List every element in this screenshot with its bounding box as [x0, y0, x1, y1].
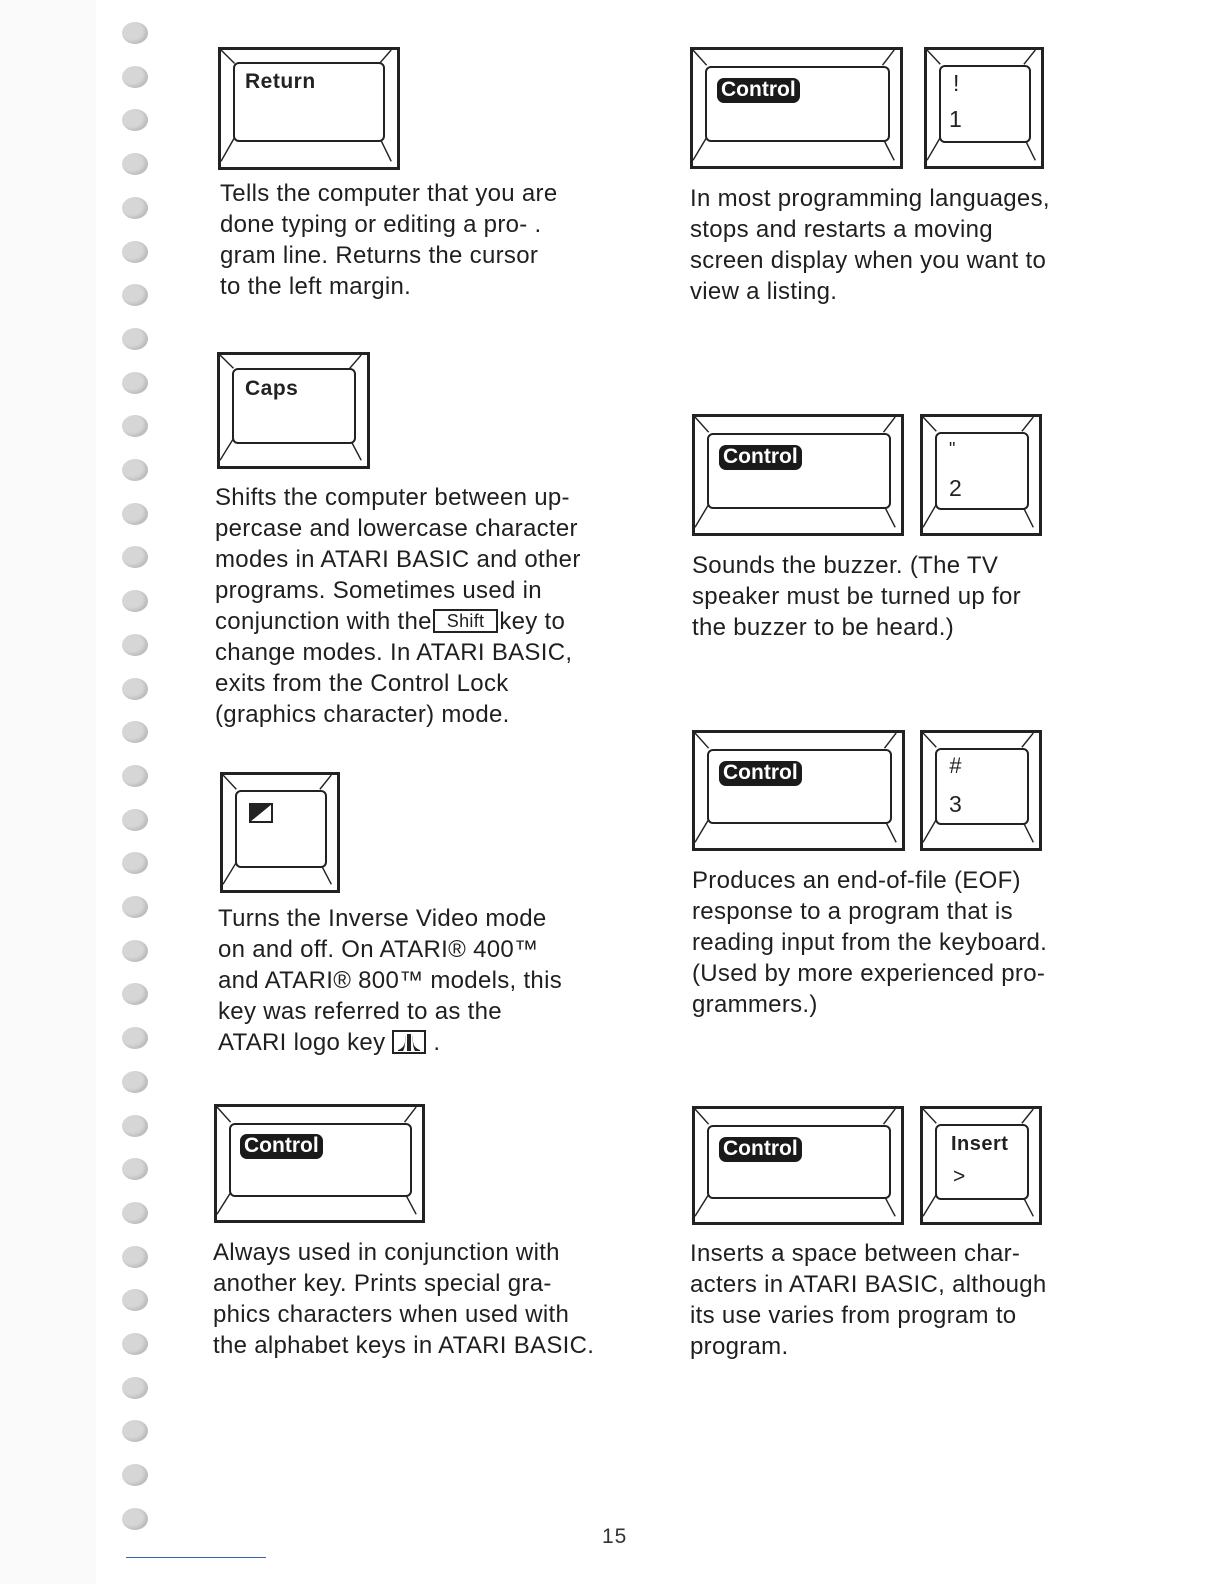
desc-line: screen display when you want to — [690, 247, 1047, 274]
desc-line: response to a program that is — [692, 898, 1013, 925]
desc-line: acters in ATARI BASIC, although — [690, 1271, 1047, 1298]
key-2-glyph: 2 — [949, 475, 962, 501]
key-1 — [924, 47, 1044, 169]
desc-text: conjunction with the — [215, 608, 432, 635]
binding-hole — [122, 1508, 148, 1530]
desc-line — [215, 606, 581, 637]
binding-hole — [122, 546, 148, 568]
binding-hole — [122, 197, 148, 219]
caps-description — [215, 482, 581, 730]
desc-line: programs. Sometimes used in — [215, 577, 542, 604]
desc-line: Inserts a space between char- — [690, 1240, 1021, 1267]
desc-line: (graphics character) mode. — [215, 701, 510, 728]
desc-line: Sounds the buzzer. (The TV — [692, 552, 999, 579]
binding-hole — [122, 634, 148, 656]
binding-hole — [122, 983, 148, 1005]
binding-hole — [122, 1464, 148, 1486]
desc-line: stops and restarts a moving — [690, 216, 993, 243]
key-face — [235, 790, 327, 868]
control-key-label: Control — [719, 1137, 802, 1162]
desc-line: Always used in conjunction with — [213, 1239, 560, 1266]
footer-rule — [126, 1557, 266, 1558]
desc-line: change modes. In ATARI BASIC, — [215, 639, 573, 666]
desc-line: Turns the Inverse Video mode — [218, 905, 547, 932]
binding-hole — [122, 22, 148, 44]
binding-hole — [122, 372, 148, 394]
control-description — [213, 1237, 594, 1361]
binding-hole — [122, 1027, 148, 1049]
desc-line: view a listing. — [690, 278, 838, 305]
binding-hole — [122, 459, 148, 481]
ctrl1-description — [690, 183, 1050, 307]
insert-key-label: Insert — [951, 1133, 1009, 1155]
binding-hole — [122, 896, 148, 918]
desc-line: exits from the Control Lock — [215, 670, 509, 697]
binding-hole — [122, 721, 148, 743]
insert-description — [690, 1238, 1047, 1362]
binding-hole — [122, 1202, 148, 1224]
desc-line: grammers.) — [692, 991, 818, 1018]
inverse-video-key — [220, 772, 340, 893]
binding-hole — [122, 328, 148, 350]
desc-line: key was referred to as the — [218, 998, 502, 1025]
desc-line: done typing or editing a pro- . — [220, 211, 542, 238]
inverse-video-icon — [249, 803, 273, 823]
control-key-label: Control — [719, 761, 802, 786]
binding-hole — [122, 590, 148, 612]
page-number: 15 — [602, 1525, 628, 1548]
key-1-glyph: 1 — [949, 106, 962, 132]
binding-hole — [122, 109, 148, 131]
desc-text: . — [433, 1029, 441, 1056]
control-key-label: Control — [719, 445, 802, 470]
binding-hole — [122, 940, 148, 962]
desc-line: Produces an end-of-file (EOF) — [692, 867, 1021, 894]
binding-hole — [122, 1246, 148, 1268]
desc-line: reading input from the keyboard. — [692, 929, 1048, 956]
desc-text: ATARI logo key — [218, 1029, 386, 1056]
control-key — [692, 1106, 904, 1225]
desc-line: the alphabet keys in ATARI BASIC. — [213, 1332, 595, 1359]
control-key-label: Control — [717, 78, 800, 103]
binding-hole — [122, 1158, 148, 1180]
desc-line: gram line. Returns the cursor — [220, 242, 539, 269]
return-key — [218, 47, 400, 170]
key-3 — [920, 730, 1042, 851]
desc-line: modes in ATARI BASIC and other — [215, 546, 581, 573]
control-key — [692, 730, 905, 851]
desc-line: its use varies from program to — [690, 1302, 1017, 1329]
desc-line: percase and lowercase character — [215, 515, 578, 542]
control-key — [214, 1104, 425, 1223]
binding-hole — [122, 1377, 148, 1399]
binding-hole — [122, 1071, 148, 1093]
ctrl3-description — [692, 865, 1047, 1020]
binding-hole — [122, 415, 148, 437]
binding-hole — [122, 765, 148, 787]
inverse-description — [218, 903, 562, 1058]
desc-line: another key. Prints special gra- — [213, 1270, 552, 1297]
binding-hole — [122, 678, 148, 700]
binding-hole — [122, 1333, 148, 1355]
return-description — [220, 178, 557, 302]
ctrl2-description — [692, 550, 1021, 643]
key-2-shift-glyph: " — [949, 439, 956, 459]
desc-line: to the left margin. — [220, 273, 412, 300]
atari-logo-icon — [392, 1030, 426, 1054]
desc-line: the buzzer to be heard.) — [692, 614, 955, 641]
desc-line: In most programming languages, — [690, 185, 1050, 212]
shift-key-inline: Shift — [433, 609, 499, 633]
binding-hole — [122, 1420, 148, 1442]
binding-hole — [122, 852, 148, 874]
key-3-glyph: 3 — [949, 791, 962, 817]
return-key-label: Return — [245, 70, 316, 93]
binding-edge — [0, 0, 96, 1584]
control-key — [690, 47, 903, 169]
binding-hole — [122, 1289, 148, 1311]
binding-hole — [122, 284, 148, 306]
control-key — [692, 414, 904, 536]
desc-line: phics characters when used with — [213, 1301, 570, 1328]
desc-line: and ATARI® 800™ models, this — [218, 967, 563, 994]
caps-key-label: Caps — [245, 377, 299, 400]
desc-line: Shifts the computer between up- — [215, 484, 570, 511]
desc-line — [218, 1027, 562, 1058]
key-2 — [920, 414, 1042, 536]
desc-text: key to — [499, 608, 566, 635]
caps-key — [217, 352, 370, 469]
binding-hole — [122, 503, 148, 525]
binding-hole — [122, 241, 148, 263]
binding-hole — [122, 809, 148, 831]
key-1-shift-glyph: ! — [953, 70, 960, 96]
binding-hole — [122, 1115, 148, 1137]
binding-hole — [122, 153, 148, 175]
desc-line: on and off. On ATARI® 400™ — [218, 936, 539, 963]
key-3-shift-glyph: # — [949, 753, 962, 778]
desc-line: program. — [690, 1333, 789, 1360]
desc-line: speaker must be turned up for — [692, 583, 1021, 610]
desc-line: Tells the computer that you are — [220, 180, 558, 207]
binding-hole — [122, 66, 148, 88]
desc-line: (Used by more experienced pro- — [692, 960, 1046, 987]
insert-key-glyph: > — [953, 1165, 966, 1188]
insert-key — [920, 1106, 1042, 1225]
control-key-label: Control — [240, 1134, 323, 1159]
